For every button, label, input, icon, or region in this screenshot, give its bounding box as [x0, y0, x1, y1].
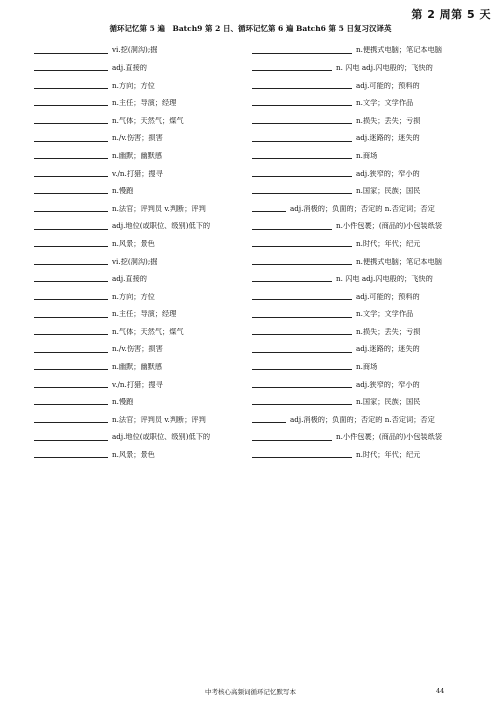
- definition-text: n.幽默；幽默感: [112, 151, 163, 160]
- left-entry: [34, 58, 249, 76]
- vocab-row: [0, 58, 501, 76]
- left-entry: [34, 427, 249, 445]
- answer-blank[interactable]: [252, 369, 352, 370]
- left-entry: [34, 286, 249, 304]
- answer-blank[interactable]: [34, 158, 108, 159]
- vocab-table: [0, 40, 501, 462]
- definition-text: n.时代；年代；纪元: [356, 239, 421, 248]
- answer-blank[interactable]: [34, 387, 108, 388]
- answer-blank[interactable]: [34, 229, 108, 230]
- vocab-row: [0, 110, 501, 128]
- left-entry: [34, 269, 249, 287]
- definition-text: adj.可能的；预料的: [356, 81, 420, 90]
- footer-title: 中考核心高频词循环记忆默写本: [205, 688, 296, 696]
- left-entry: [34, 357, 249, 375]
- answer-blank[interactable]: [34, 352, 108, 353]
- definition-text: n. 闪电 adj.闪电般的；飞快的: [336, 275, 433, 284]
- answer-blank[interactable]: [34, 457, 108, 458]
- definition-text: n.风景；景色: [112, 239, 155, 248]
- answer-blank[interactable]: [34, 281, 108, 282]
- right-entry: [252, 40, 498, 58]
- vocab-row: [0, 146, 501, 164]
- right-entry: [252, 163, 498, 181]
- definition-text: vi.挖(洞沟);掘: [112, 257, 158, 266]
- vocab-row: [0, 269, 501, 287]
- definition-text: n.商场: [356, 151, 378, 160]
- answer-blank[interactable]: [252, 457, 352, 458]
- left-entry: [34, 40, 249, 58]
- left-entry: [34, 304, 249, 322]
- definition-text: n.法官；评判员 v.判断；评判: [112, 415, 206, 424]
- answer-blank[interactable]: [34, 105, 108, 106]
- answer-blank[interactable]: [252, 158, 352, 159]
- right-entry: [252, 58, 498, 76]
- definition-text: n.国家；民族；国民: [356, 398, 421, 407]
- vocab-row: [0, 357, 501, 375]
- definition-text: n.文学；文学作品: [356, 310, 414, 319]
- left-entry: [34, 234, 249, 252]
- left-entry: [34, 374, 249, 392]
- right-entry: [252, 322, 498, 340]
- definition-text: adj.直接的: [112, 275, 147, 284]
- definition-text: v./n.打猎；搜寻: [112, 380, 163, 389]
- definition-text: n.气体；天然气；煤气: [112, 327, 184, 336]
- definition-text: adj.迷路的；迷失的: [356, 345, 420, 354]
- right-entry: [252, 409, 498, 427]
- left-entry: [34, 339, 249, 357]
- right-entry: [252, 304, 498, 322]
- answer-blank[interactable]: [252, 229, 332, 230]
- definition-text: adj.迷路的；迷失的: [356, 134, 420, 143]
- answer-blank[interactable]: [252, 88, 352, 89]
- answer-blank[interactable]: [252, 352, 352, 353]
- right-entry: [252, 445, 498, 463]
- definition-text: n.时代；年代；纪元: [356, 451, 421, 460]
- answer-blank[interactable]: [252, 387, 352, 388]
- left-entry: [34, 128, 249, 146]
- right-entry: [252, 234, 498, 252]
- left-entry: [34, 392, 249, 410]
- right-entry: [252, 427, 498, 445]
- right-entry: [252, 357, 498, 375]
- right-entry: [252, 93, 498, 111]
- answer-blank[interactable]: [34, 369, 108, 370]
- answer-blank[interactable]: [34, 211, 108, 212]
- answer-blank[interactable]: [34, 264, 108, 265]
- definition-text: n.法官；评判员 v.判断；评判: [112, 204, 206, 213]
- vocab-row: [0, 392, 501, 410]
- answer-blank[interactable]: [34, 176, 108, 177]
- right-entry: [252, 286, 498, 304]
- left-entry: [34, 75, 249, 93]
- definition-text: adj.地位(或职位、级别)低下的: [112, 222, 211, 231]
- vocab-row: [0, 251, 501, 269]
- right-entry: [252, 75, 498, 93]
- definition-text: v./n.打猎；搜寻: [112, 169, 163, 178]
- answer-blank[interactable]: [34, 422, 108, 423]
- vocab-row: [0, 181, 501, 199]
- definition-text: adj.直接的: [112, 63, 147, 72]
- definition-text: adj.狭窄的；窄小的: [356, 380, 420, 389]
- answer-blank[interactable]: [34, 193, 108, 194]
- answer-blank[interactable]: [252, 193, 352, 194]
- vocab-row: [0, 427, 501, 445]
- definition-text: n.慢跑: [112, 187, 134, 196]
- left-entry: [34, 181, 249, 199]
- left-entry: [34, 198, 249, 216]
- definition-text: n.慢跑: [112, 398, 134, 407]
- left-entry: [34, 251, 249, 269]
- right-entry: [252, 181, 498, 199]
- vocab-row: [0, 374, 501, 392]
- left-entry: [34, 445, 249, 463]
- definition-text: n./v.伤害；损害: [112, 345, 163, 354]
- definition-text: adj.狭窄的；窄小的: [356, 169, 420, 178]
- week-label: 第 2 周第 5 天: [411, 8, 491, 21]
- answer-blank[interactable]: [252, 141, 352, 142]
- left-entry: [34, 216, 249, 234]
- vocab-row: [0, 216, 501, 234]
- vocab-row: [0, 40, 501, 58]
- definition-text: n.便携式电脑；笔记本电脑: [356, 46, 442, 55]
- answer-blank[interactable]: [252, 281, 332, 282]
- answer-blank[interactable]: [34, 404, 108, 405]
- page-number: 44: [436, 687, 445, 695]
- left-entry: [34, 146, 249, 164]
- definition-text: adj.可能的；预料的: [356, 292, 420, 301]
- definition-text: n.气体；天然气；煤气: [112, 116, 184, 125]
- definition-text: n.小件包裹；(商品的)小包装纸袋: [336, 433, 442, 442]
- answer-blank[interactable]: [34, 246, 108, 247]
- vocab-row: [0, 322, 501, 340]
- answer-blank[interactable]: [34, 70, 108, 71]
- vocab-row: [0, 304, 501, 322]
- answer-blank[interactable]: [252, 105, 352, 106]
- definition-text: n.损失；丢失；亏损: [356, 327, 421, 336]
- right-entry: [252, 251, 498, 269]
- definition-text: n.主任；导演；经理: [112, 310, 177, 319]
- answer-blank[interactable]: [34, 317, 108, 318]
- definition-text: n. 闪电 adj.闪电般的；飞快的: [336, 63, 433, 72]
- answer-blank[interactable]: [34, 88, 108, 89]
- left-entry: [34, 93, 249, 111]
- right-entry: [252, 198, 498, 216]
- left-entry: [34, 163, 249, 181]
- definition-text: vi.挖(洞沟);掘: [112, 46, 158, 55]
- vocab-row: [0, 409, 501, 427]
- answer-blank[interactable]: [252, 299, 352, 300]
- answer-blank[interactable]: [252, 246, 352, 247]
- answer-blank[interactable]: [252, 404, 352, 405]
- left-entry: [34, 409, 249, 427]
- definition-text: n.风景；景色: [112, 451, 155, 460]
- vocab-row: [0, 198, 501, 216]
- right-entry: [252, 110, 498, 128]
- definition-text: n.方向；方位: [112, 292, 155, 301]
- vocab-row: [0, 445, 501, 463]
- right-entry: [252, 392, 498, 410]
- vocab-row: [0, 286, 501, 304]
- answer-blank[interactable]: [252, 264, 352, 265]
- answer-blank[interactable]: [252, 123, 352, 124]
- right-entry: [252, 146, 498, 164]
- answer-blank[interactable]: [34, 141, 108, 142]
- definition-text: n.便携式电脑；笔记本电脑: [356, 257, 442, 266]
- definition-text: n.损失；丢失；亏损: [356, 116, 421, 125]
- vocab-row: [0, 234, 501, 252]
- vocab-row: [0, 93, 501, 111]
- answer-blank[interactable]: [34, 123, 108, 124]
- vocab-row: [0, 163, 501, 181]
- definition-text: n.商场: [356, 363, 378, 372]
- answer-blank[interactable]: [34, 299, 108, 300]
- definition-text: n.文学；文学作品: [356, 99, 414, 108]
- definition-text: adj.消极的；负面的；否定的 n.否定词；否定: [290, 415, 435, 424]
- answer-blank[interactable]: [252, 422, 286, 423]
- right-entry: [252, 216, 498, 234]
- vocab-row: [0, 75, 501, 93]
- definition-text: n.主任；导演；经理: [112, 99, 177, 108]
- page-subtitle: 循环记忆第 5 遍 Batch9 第 2 日、循环记忆第 6 遍 Batch6 第 5 日复习汉译英: [109, 24, 392, 33]
- definition-text: adj.消极的；负面的；否定的 n.否定词；否定: [290, 204, 435, 213]
- definition-text: n./v.伤害；损害: [112, 134, 163, 143]
- right-entry: [252, 339, 498, 357]
- answer-blank[interactable]: [252, 176, 352, 177]
- right-entry: [252, 374, 498, 392]
- definition-text: adj.地位(或职位、级别)低下的: [112, 433, 211, 442]
- answer-blank[interactable]: [252, 70, 332, 71]
- answer-blank[interactable]: [252, 53, 352, 54]
- right-entry: [252, 128, 498, 146]
- answer-blank[interactable]: [252, 440, 332, 441]
- definition-text: n.幽默；幽默感: [112, 363, 163, 372]
- answer-blank[interactable]: [34, 440, 108, 441]
- left-entry: [34, 322, 249, 340]
- answer-blank[interactable]: [34, 334, 108, 335]
- vocab-row: [0, 339, 501, 357]
- left-entry: [34, 110, 249, 128]
- definition-text: n.国家；民族；国民: [356, 187, 421, 196]
- answer-blank[interactable]: [252, 317, 352, 318]
- answer-blank[interactable]: [34, 53, 108, 54]
- answer-blank[interactable]: [252, 334, 352, 335]
- definition-text: n.小件包裹；(商品的)小包装纸袋: [336, 222, 442, 231]
- definition-text: n.方向；方位: [112, 81, 155, 90]
- right-entry: [252, 269, 498, 287]
- vocab-row: [0, 128, 501, 146]
- answer-blank[interactable]: [252, 211, 286, 212]
